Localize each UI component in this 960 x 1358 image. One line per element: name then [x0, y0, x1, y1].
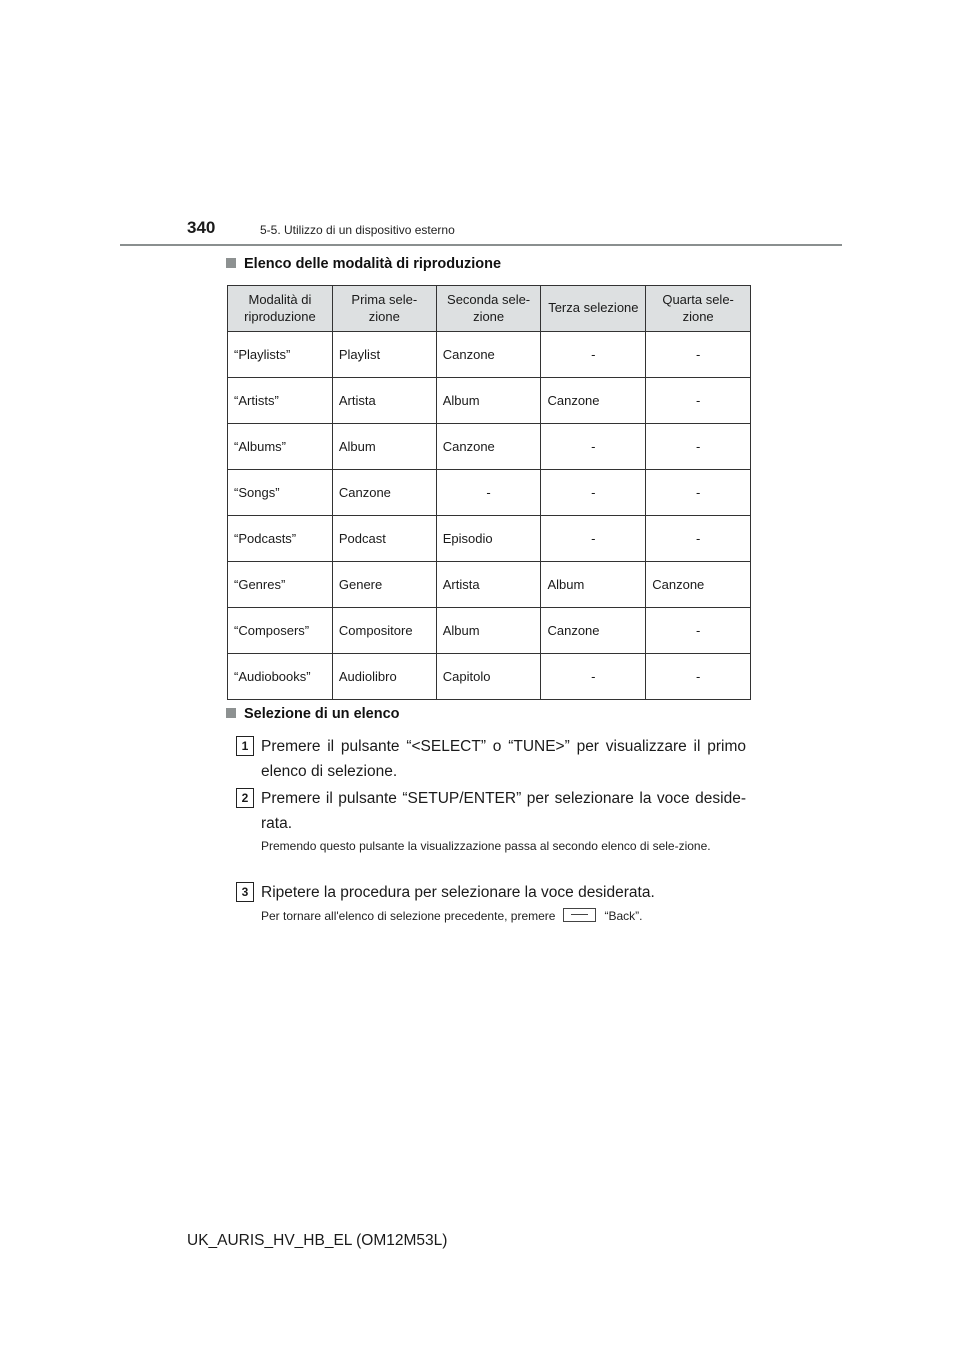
table-cell: - — [541, 470, 646, 516]
table-cell: - — [646, 424, 751, 470]
table-cell: “Genres” — [228, 562, 333, 608]
table-cell: - — [436, 470, 541, 516]
table-cell: Artista — [436, 562, 541, 608]
step-number: 3 — [236, 882, 254, 902]
square-bullet-icon — [226, 708, 236, 718]
table-cell: Compositore — [332, 608, 436, 654]
column-header-fourth: Quarta sele- zione — [646, 286, 751, 332]
column-header-third: Terza selezione — [541, 286, 646, 332]
table-cell: Episodio — [436, 516, 541, 562]
table-cell: “Audiobooks” — [228, 654, 333, 700]
table-cell: Album — [436, 608, 541, 654]
table-cell: Capitolo — [436, 654, 541, 700]
table-cell: Canzone — [436, 332, 541, 378]
page-number: 340 — [187, 218, 216, 237]
step-text: Premere il pulsante “<SELECT” o “TUNE>” per visualizzare il primo elenco di selezione. — [261, 738, 746, 780]
table-cell: Canzone — [436, 424, 541, 470]
table-cell: Genere — [332, 562, 436, 608]
step-number: 2 — [236, 788, 254, 808]
table-cell: Album — [436, 378, 541, 424]
section-title: 5-5. Utilizzo di un dispositivo esterno — [260, 223, 455, 237]
table-cell: - — [541, 332, 646, 378]
table-cell: Canzone — [541, 378, 646, 424]
table-cell: Canzone — [646, 562, 751, 608]
column-header-second: Seconda sele- zione — [436, 286, 541, 332]
table-cell: Artista — [332, 378, 436, 424]
table-row — [228, 424, 751, 470]
table-cell: “Albums” — [228, 424, 333, 470]
step-text: Premere il pulsante “SETUP/ENTER” per selezionare la voce deside-rata. — [261, 790, 746, 832]
table-cell: Album — [332, 424, 436, 470]
table-row — [228, 332, 751, 378]
playback-modes-table — [227, 285, 751, 700]
table-cell: - — [541, 654, 646, 700]
square-bullet-icon — [226, 258, 236, 268]
table-cell: Canzone — [541, 608, 646, 654]
footer-model-code: UK_AURIS_HV_HB_EL (OM12M53L) — [187, 1232, 448, 1249]
table-cell: “Composers” — [228, 608, 333, 654]
step-text: Ripetere la procedura per selezionare la voce desiderata. — [261, 884, 655, 901]
table-cell: “Playlists” — [228, 332, 333, 378]
table-cell: Audiolibro — [332, 654, 436, 700]
table-cell: - — [646, 378, 751, 424]
column-header-first: Prima sele- zione — [332, 286, 436, 332]
back-button-icon — [563, 908, 596, 922]
table-cell: “Podcasts” — [228, 516, 333, 562]
table-cell: - — [646, 332, 751, 378]
list-selection-heading: Selezione di un elenco — [226, 706, 400, 722]
step-2-note: Premendo questo pulsante la visualizzazione passa al secondo elenco di sele-zione. — [261, 839, 711, 853]
table-row — [228, 608, 751, 654]
step-3-note: Per tornare all'elenco di selezione precedente, premere “Back”. — [261, 909, 643, 923]
table-row — [228, 562, 751, 608]
header-divider — [120, 244, 842, 246]
table-row — [228, 654, 751, 700]
table-row — [228, 516, 751, 562]
table-cell: Canzone — [332, 470, 436, 516]
playback-modes-heading: Elenco delle modalità di riproduzione — [226, 256, 501, 272]
table-cell: “Artists” — [228, 378, 333, 424]
table-cell: - — [541, 516, 646, 562]
table-cell: - — [646, 608, 751, 654]
table-cell: Podcast — [332, 516, 436, 562]
table-cell: Playlist — [332, 332, 436, 378]
table-cell: - — [646, 516, 751, 562]
table-row — [228, 378, 751, 424]
table-cell: “Songs” — [228, 470, 333, 516]
table-header-row — [228, 286, 751, 332]
table-cell: - — [646, 654, 751, 700]
table-cell: - — [541, 424, 646, 470]
table-cell: Album — [541, 562, 646, 608]
step-number: 1 — [236, 736, 254, 756]
table-row — [228, 470, 751, 516]
table-cell: - — [646, 470, 751, 516]
column-header-mode: Modalità di riproduzione — [228, 286, 333, 332]
